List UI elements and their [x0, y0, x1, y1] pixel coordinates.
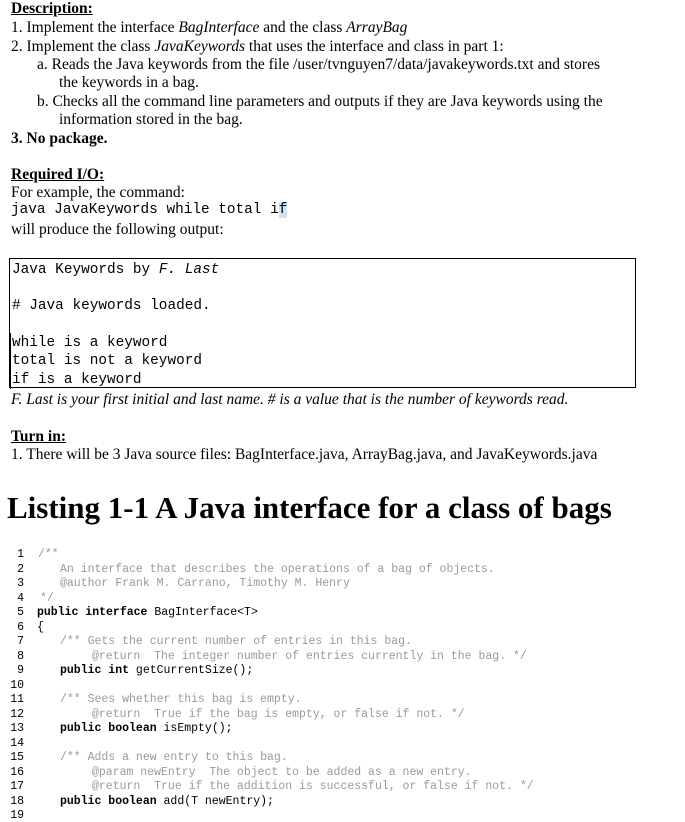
- code-interface-declaration: public interface BagInterface<T>: [37, 606, 258, 619]
- command-line: java JavaKeywords while total if: [11, 202, 288, 218]
- code-comment: @return The integer number of entries currently in the bag. */: [92, 649, 527, 663]
- line-number: 13: [10, 722, 24, 735]
- output-line-2: # Java keywords loaded.: [12, 298, 211, 314]
- description-item-2: 2. Implement the class JavaKeywords that uses the interface and class in part 1:: [11, 38, 504, 55]
- line-number: 12: [10, 707, 24, 721]
- required-io-outro: will produce the following output:: [11, 221, 224, 238]
- line-number: 7: [17, 635, 24, 648]
- line-number: 10: [10, 678, 24, 692]
- code-brace: {: [37, 620, 44, 634]
- required-io-heading: Required I/O:: [11, 166, 105, 183]
- code-method-getcurrentsize: public int getCurrentSize();: [60, 664, 254, 677]
- listing-title: Listing 1-1 A Java interface for a class of bags: [7, 490, 612, 525]
- description-item-1: 1. Implement the interface BagInterface and the class ArrayBag: [11, 19, 408, 36]
- description-item-3: 3. No package.: [11, 130, 108, 147]
- description-heading: Description:: [11, 0, 93, 17]
- description-item-2a: a. Reads the Java keywords from the file /user/tvnguyen7/data/javakeywords.txt and stores: [37, 56, 601, 73]
- line-number: 19: [10, 809, 24, 822]
- code-comment: @return True if the addition is successful, or false if not. */: [92, 780, 534, 793]
- turn-in-heading: Turn in:: [11, 428, 66, 445]
- code-comment: /** Sees whether this bag is empty.: [60, 693, 302, 706]
- text-cursor: [10, 333, 11, 389]
- line-number: 2: [17, 562, 24, 576]
- line-number: 9: [17, 664, 24, 677]
- line-number: 1: [17, 548, 24, 561]
- line-number: 18: [10, 794, 24, 808]
- description-item-2b-cont: information stored in the bag.: [59, 111, 243, 128]
- note-text: F. Last is your first initial and last name. # is a value that is the number of keywords read.: [11, 391, 569, 408]
- output-line-1: Java Keywords by F. Last: [12, 262, 220, 278]
- output-line-4: total is not a keyword: [12, 353, 202, 369]
- code-comment: @author Frank M. Carrano, Timothy M. Henry: [60, 577, 350, 590]
- line-number: 17: [10, 780, 24, 793]
- line-number: 4: [17, 591, 24, 605]
- description-item-2b: b. Checks all the command line parameters and outputs if they are Java keywords using the: [37, 93, 603, 110]
- code-comment: /**: [38, 548, 59, 561]
- line-number: 11: [10, 693, 24, 706]
- code-comment: @param newEntry The object to be added as a new entry.: [92, 765, 472, 779]
- line-number: 14: [10, 736, 24, 750]
- output-line-3: while is a keyword: [12, 335, 168, 351]
- line-number: 15: [10, 751, 24, 764]
- code-method-add: public boolean add(T newEntry);: [60, 794, 274, 808]
- turn-in-item-1: 1. There will be 3 Java source files: BagInterface.java, ArrayBag.java, and JavaKeywords.java: [11, 446, 598, 463]
- line-number: 6: [17, 620, 24, 634]
- line-number: 3: [17, 577, 24, 590]
- line-number: 16: [10, 765, 24, 779]
- code-comment: /** Gets the current number of entries in this bag.: [60, 635, 412, 648]
- code-comment: */: [40, 591, 54, 605]
- line-number: 8: [17, 649, 24, 663]
- output-line-5: if is a keyword: [12, 372, 142, 388]
- code-comment: /** Adds a new entry to this bag.: [60, 751, 288, 764]
- description-item-2a-cont: the keywords in a bag.: [59, 74, 199, 91]
- line-number: 5: [17, 606, 24, 619]
- required-io-intro: For example, the command:: [11, 184, 185, 201]
- code-comment: @return True if the bag is empty, or false if not. */: [92, 707, 465, 721]
- output-box: [9, 258, 636, 388]
- code-method-isempty: public boolean isEmpty();: [60, 722, 233, 735]
- code-comment: An interface that describes the operations of a bag of objects.: [60, 562, 495, 576]
